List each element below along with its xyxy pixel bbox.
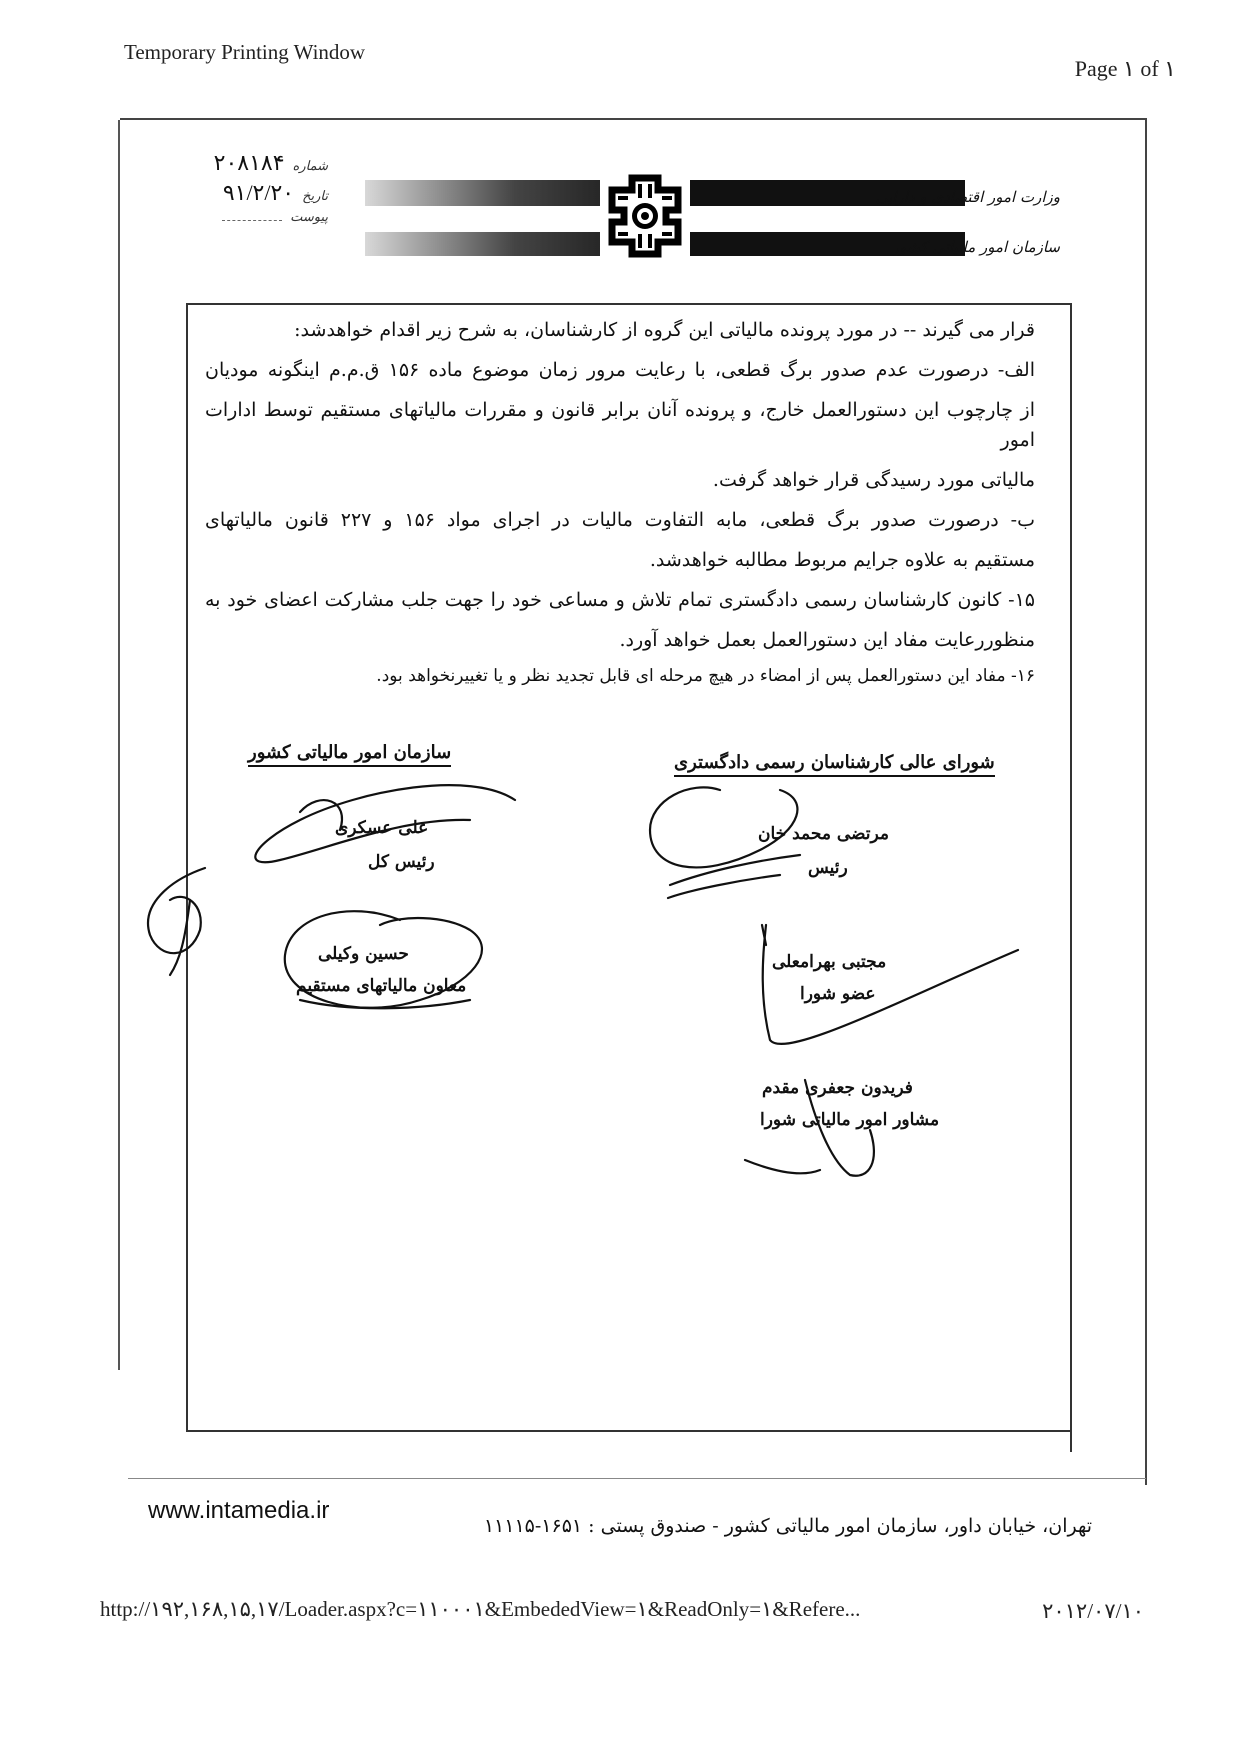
organization-name: سازمان امور مالیاتی کشور	[892, 238, 1060, 256]
letter-body	[205, 315, 1035, 691]
footer-url: http://۱۹۲,۱۶۸,۱۵,۱۷/Loader.aspx?c=۱۱۰۰۰۱&EmbededView=۱&ReadOnly=۱&Refere...	[100, 1597, 861, 1621]
footer-rule	[128, 1478, 1146, 1479]
intro-paragraph: قرار می گیرند -- در مورد پرونده مالیاتی این گروه از کارشناسان، به شرح زیر اقدام خواهدشد:	[294, 319, 1035, 341]
clause-b-line-2: مستقیم به علاوه جرایم مربوط مطالبه خواهدشد.	[649, 549, 1035, 571]
signatory-name-vakili: حسین وکیلی	[318, 944, 409, 964]
date-label: تاریخ	[302, 189, 328, 204]
attachment-label: پیوست	[290, 210, 328, 225]
tax-organization-logo-icon	[600, 170, 690, 262]
signatory-name-askari: علی عسکری	[335, 818, 429, 838]
number-label: شماره	[292, 159, 328, 174]
left-signatory-organization: سازمان امور مالیاتی کشور	[248, 742, 451, 767]
footer-date: ۲۰۱۲/۰۷/۱۰	[1042, 1599, 1144, 1623]
signatory-name-mohammadkhan: مرتضی محمد خان	[758, 824, 889, 844]
signatory-role-bahramali: عضو شورا	[800, 984, 876, 1004]
attachment-blank	[222, 220, 282, 221]
ministry-name: وزارت امور اقتصادی و دارایی	[875, 188, 1060, 206]
number-value: ۲۰۸۱۸۴	[213, 150, 285, 175]
letterhead	[365, 170, 1060, 280]
footer-website: www.intamedia.ir	[148, 1497, 330, 1524]
signatory-name-bahramali: مجتبی بهرامعلی	[772, 952, 887, 972]
date-value: ۹۱/۲/۲۰	[222, 180, 295, 205]
clause-15-line-2: منظوررعایت مفاد این دستورالعمل بعمل خواهد آورد.	[619, 629, 1035, 651]
clause-15-line-1: ۱۵- کانون کارشناسان رسمی دادگستری تمام تلاش و مساعی خود را جهت جلب مشارکت اعضای خود به	[205, 589, 1035, 611]
signatory-role-mohammadkhan: رئیس	[808, 858, 848, 878]
clause-a-line-1: الف- درصورت عدم صدور برگ قطعی، با رعایت مرور زمان موضوع ماده ۱۵۶ ق.م.م اینگونه مودیان	[205, 359, 1035, 381]
footer-address: تهران، خیابان داور، سازمان امور مالیاتی کشور - صندوق پستی : ۱۶۵۱-۱۱۱۱۵	[483, 1515, 1092, 1537]
page-indicator: Page ۱ of ۱	[1074, 56, 1176, 81]
signatory-role-vakili: معاون مالیاتهای مستقیم	[296, 976, 467, 996]
window-title: Temporary Printing Window	[124, 40, 366, 64]
signatory-name-jafari: فریدون جعفری مقدم	[762, 1078, 913, 1098]
clause-16: ۱۶- مفاد این دستورالعمل پس از امضاء در هیچ مرحله ای قابل تجدید نظر و یا تغییرنخواهد بود.	[376, 666, 1035, 686]
signatory-role-jafari: مشاور امور مالیاتی شورا	[760, 1110, 940, 1130]
clause-b-line-1: ب- درصورت صدور برگ قطعی، مابه التفاوت مالیات در اجرای مواد ۱۵۶ و ۲۲۷ قانون مالیاتهای	[205, 509, 1035, 531]
reference-block	[158, 150, 328, 240]
right-signatory-organization: شورای عالی کارشناسان رسمی دادگستری	[674, 752, 995, 777]
signatory-role-askari: رئیس کل	[368, 852, 435, 872]
clause-a-line-2: از چارچوب این دستورالعمل خارج، و پرونده آنان برابر قانون و مقررات مالیاتهای مستقیم توسط ادارات امور	[205, 399, 1035, 451]
clause-a-line-3: مالیاتی مورد رسیدگی قرار خواهد گرفت.	[712, 469, 1035, 491]
